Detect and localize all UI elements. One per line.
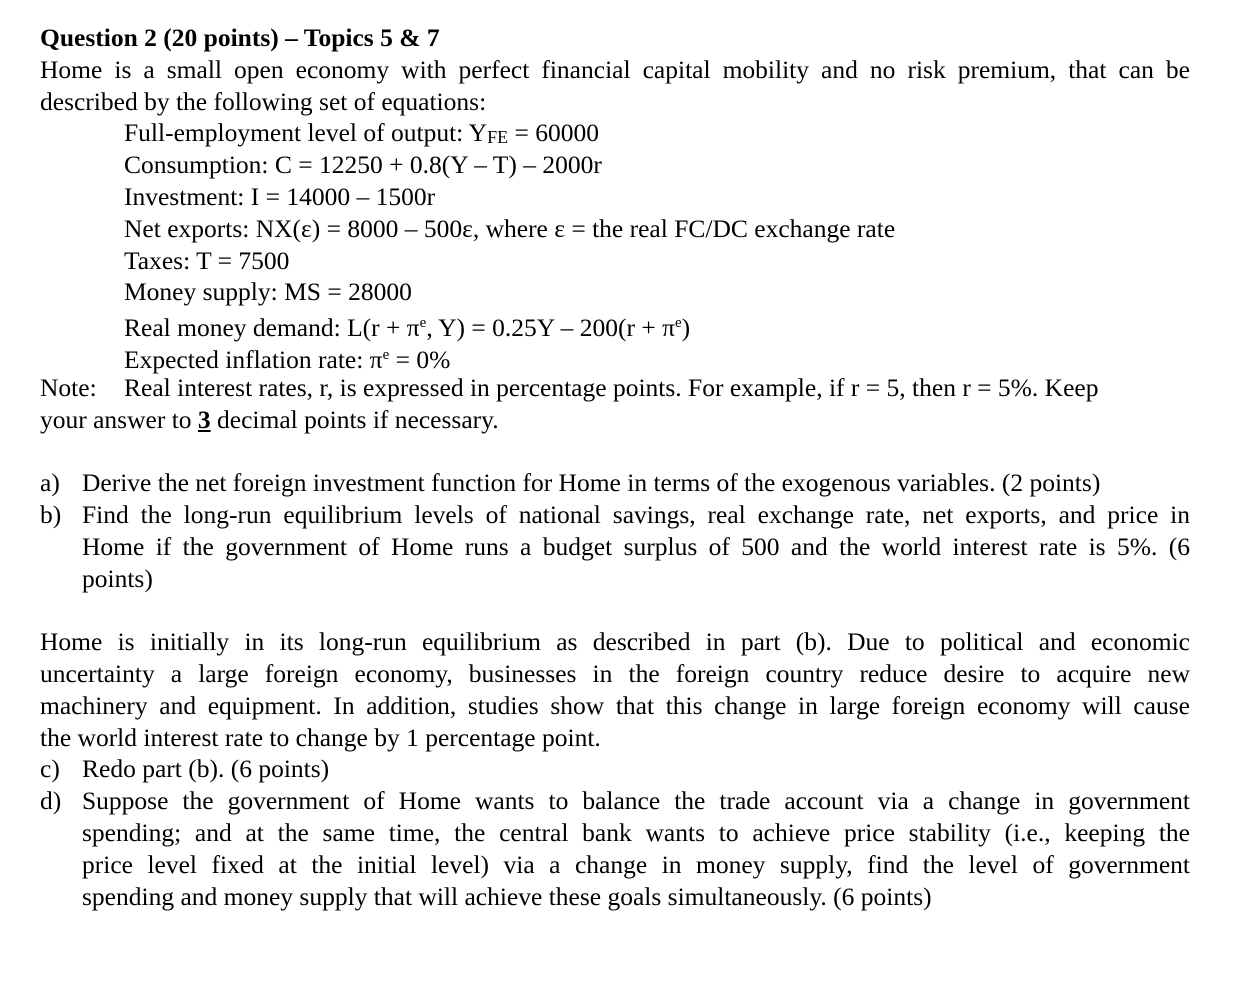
- note-text-line-2-b: decimal points if necessary.: [210, 404, 499, 434]
- part-d: [40, 785, 1190, 817]
- part-d-marker: d): [40, 786, 62, 816]
- equation-yfe-subscript: FE: [487, 127, 509, 148]
- equation-money-demand-sup-1: e: [419, 315, 427, 332]
- part-b-text-line-2: Home if the government of Home runs a budget surplus of 500 and the world interest rate is 5%. (6: [82, 531, 1190, 561]
- spacer: [40, 594, 1190, 626]
- note-label: Note:: [40, 372, 97, 402]
- part-c: [40, 753, 1190, 785]
- note-line-1: [40, 372, 1190, 404]
- spacer: [40, 435, 1190, 467]
- intro-text-line-1: Home is a small open economy with perfect financial capital mobility and no risk premium, that can be: [40, 54, 1190, 84]
- equation-investment: Investment: I = 14000 – 1500r: [124, 181, 436, 211]
- part-c-text: Redo part (b). (6 points): [82, 754, 330, 784]
- part-d-text-line-4: spending and money supply that will achieve these goals simultaneously. (6 points): [82, 881, 932, 911]
- scenario-line-2: uncertainty a large foreign economy, businesses in the foreign country reduce desire to acquire new: [40, 658, 1190, 688]
- note-text-line-2-a: your answer to: [40, 404, 198, 434]
- scenario-line-4: the world interest rate to change by 1 percentage point.: [40, 722, 601, 752]
- part-b-text-line-3: points): [82, 563, 153, 593]
- part-d-text-line-3: price level fixed at the initial level) via a change in money supply, find the level of government: [82, 849, 1190, 879]
- equation-yfe-prefix: Full-employment level of output: Y: [124, 118, 488, 148]
- scenario-line-3: machinery and equipment. In addition, studies show that this change in large foreign economy will cause: [40, 690, 1190, 720]
- part-b-marker: b): [40, 499, 62, 529]
- part-a: [40, 467, 1190, 499]
- question-document: [40, 22, 1190, 912]
- part-d-text-line-1: Suppose the government of Home wants to balance the trade account via a change in government: [82, 786, 1190, 816]
- equation-money-supply: Money supply: MS = 28000: [124, 277, 412, 307]
- part-c-marker: c): [40, 754, 60, 784]
- equation-inflation-part-b: = 0%: [389, 344, 451, 374]
- equation-yfe-suffix: = 60000: [508, 118, 599, 148]
- question-title: Question 2 (20 points) – Topics 5 & 7: [40, 23, 440, 52]
- equation-money-demand-sup-2: e: [675, 315, 682, 332]
- equation-money-demand: [40, 308, 1190, 343]
- equation-money-demand-part-c: ): [681, 313, 691, 343]
- equation-taxes: Taxes: T = 7500: [124, 245, 290, 275]
- equation-inflation-sup: e: [382, 346, 390, 363]
- equation-money-demand-part-a: Real money demand: L(r + π: [124, 313, 420, 343]
- equation-inflation-part-a: Expected inflation rate: π: [124, 344, 383, 374]
- equation-money-demand-part-b: , Y) = 0.25Y – 200(r + π: [426, 313, 675, 343]
- part-d-text-line-2: spending; and at the same time, the central bank wants to achieve price stability (i.e., keeping the: [82, 817, 1190, 847]
- part-b-text-line-1: Find the long-run equilibrium levels of national savings, real exchange rate, net exports, and price in: [82, 499, 1190, 529]
- equation-consumption: Consumption: C = 12250 + 0.8(Y – T) – 2000r: [124, 150, 602, 180]
- part-b: [40, 499, 1190, 531]
- note-decimal-count: 3: [197, 404, 211, 434]
- scenario-line-1: Home is initially in its long-run equilibrium as described in part (b). Due to political and economic: [40, 627, 1190, 657]
- part-a-text: Derive the net foreign investment function for Home in terms of the exogenous variables. (2 points): [82, 468, 1101, 498]
- equation-net-exports: Net exports: NX(ε) = 8000 – 500ε, where ε = the real FC/DC exchange rate: [124, 213, 896, 243]
- note-line-2: [40, 404, 1190, 436]
- equation-full-employment-output: [40, 117, 1190, 149]
- equation-expected-inflation: [40, 340, 1190, 372]
- part-a-marker: a): [40, 468, 60, 498]
- note-text-line-1: Real interest rates, r, is expressed in percentage points. For example, if r = 5, then r = 5%. Keep: [124, 372, 1099, 402]
- intro-text-line-2: described by the following set of equations:: [40, 86, 487, 116]
